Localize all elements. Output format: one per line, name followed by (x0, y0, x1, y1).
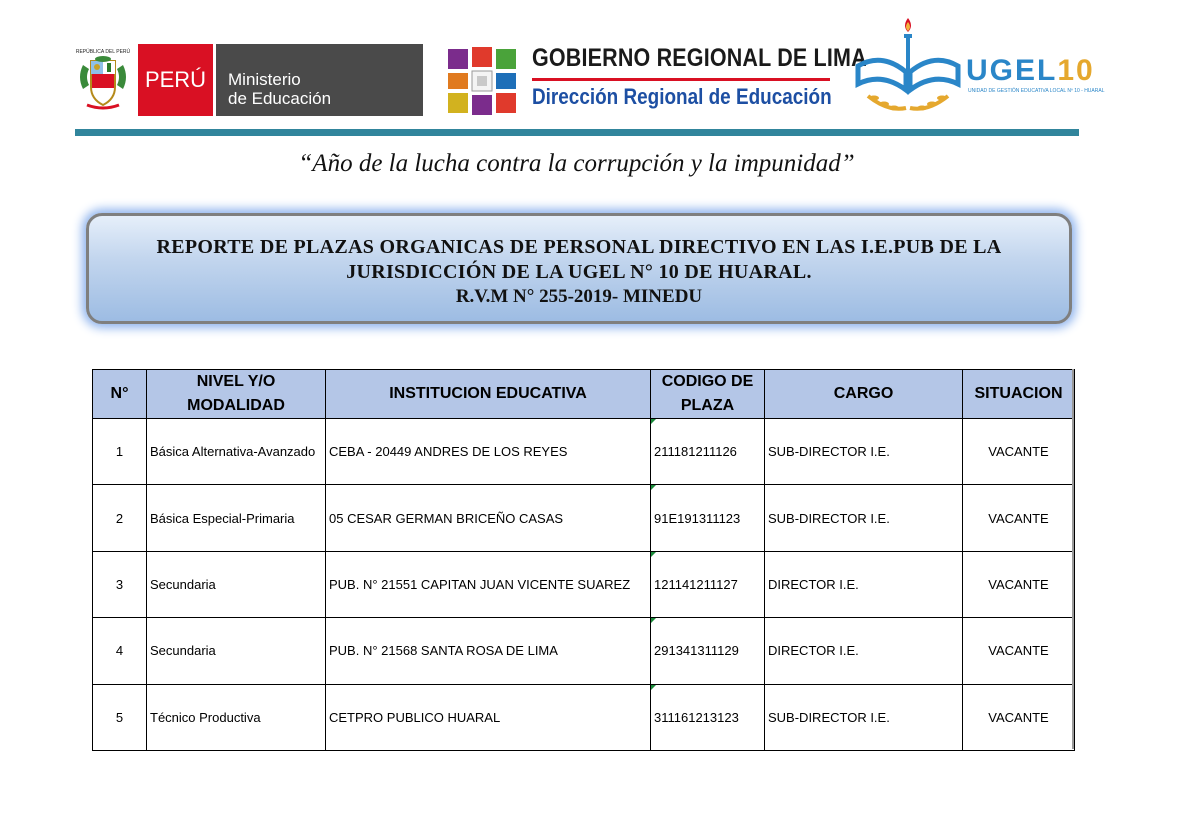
ugel-title-prefix: UGEL (966, 54, 1058, 87)
cell-institucion: CETPRO PUBLICO HUARAL (326, 684, 651, 750)
cell-codigo: 291341311129 (651, 618, 765, 684)
cell-nivel: Básica Alternativa-Avanzado (147, 419, 326, 485)
header-cargo: CARGO (765, 370, 963, 419)
gore-title: GOBIERNO REGIONAL DE LIMA (532, 44, 867, 72)
report-title-line-2: JURISDICCIÓN DE LA UGEL N° 10 DE HUARAL. (346, 261, 812, 283)
header-codigo-line-2: PLAZA (680, 397, 735, 414)
cell-codigo: 211181211126 (651, 419, 765, 485)
peru-coat-of-arms-icon (75, 47, 131, 113)
gore-divider (532, 78, 830, 81)
cell-nivel: Básica Especial-Primaria (147, 485, 326, 551)
cell-nivel: Secundaria (147, 618, 326, 684)
header-codigo (651, 370, 765, 419)
cell-codigo: 311161213123 (651, 684, 765, 750)
cell-institucion: CEBA - 20449 ANDRES DE LOS REYES (326, 419, 651, 485)
cell-codigo: 91E191311123 (651, 485, 765, 551)
ministry-line-1: Ministerio (228, 70, 301, 89)
cell-num: 3 (93, 551, 147, 617)
cell-institucion: 05 CESAR GERMAN BRICEÑO CASAS (326, 485, 651, 551)
header-institucion: INSTITUCION EDUCATIVA (326, 370, 651, 419)
table-row (93, 618, 1075, 684)
plazas-table (92, 369, 1075, 751)
table-row (93, 684, 1075, 750)
cell-cargo: DIRECTOR I.E. (765, 618, 963, 684)
cell-situacion: VACANTE (963, 618, 1075, 684)
header-divider-bar (75, 129, 1079, 136)
table-right-shadow (1072, 369, 1074, 749)
year-motto: “Año de la lucha contra la corrupción y la impunidad” (298, 150, 855, 177)
cell-institucion: PUB. N° 21551 CAPITAN JUAN VICENTE SUAREZ (326, 551, 651, 617)
cell-num: 2 (93, 485, 147, 551)
gobierno-regional-lima-logo-icon (446, 45, 518, 117)
ministry-label (216, 44, 423, 116)
table-row (93, 485, 1075, 551)
report-title-line-1: REPORTE DE PLAZAS ORGANICAS DE PERSONAL DIRECTIVO EN LAS I.E.PUB DE LA (156, 236, 1002, 258)
cell-num: 5 (93, 684, 147, 750)
report-title-line-3: R.V.M N° 255-2019- MINEDU (455, 286, 703, 307)
cell-nivel: Secundaria (147, 551, 326, 617)
ugel-title (966, 54, 1095, 88)
ministry-line-2: de Educación (228, 89, 332, 108)
cell-institucion: PUB. N° 21568 SANTA ROSA DE LIMA (326, 618, 651, 684)
header-num: N° (93, 370, 147, 419)
report-title-box (86, 213, 1072, 324)
header-codigo-line-1: CODIGO DE (661, 373, 754, 390)
cell-num: 4 (93, 618, 147, 684)
table-row (93, 419, 1075, 485)
cell-situacion: VACANTE (963, 551, 1075, 617)
cell-codigo: 121141211127 (651, 551, 765, 617)
header-nivel-line-2: MODALIDAD (187, 397, 285, 414)
header-nivel-line-1: NIVEL Y/O (196, 373, 276, 390)
gore-subtitle: Dirección Regional de Educación (532, 84, 832, 109)
ugel-title-number: 10 (1057, 54, 1095, 87)
shield-caption: REPÚBLICA DEL PERÚ (75, 49, 131, 55)
ugel-subtitle: UNIDAD DE GESTIÓN EDUCATIVA LOCAL Nº 10 - HUARAL (968, 88, 1105, 94)
cell-situacion: VACANTE (963, 419, 1075, 485)
cell-nivel: Técnico Productiva (147, 684, 326, 750)
table-row (93, 551, 1075, 617)
cell-cargo: SUB-DIRECTOR I.E. (765, 419, 963, 485)
peru-label: PERÚ (138, 44, 213, 116)
cell-num: 1 (93, 419, 147, 485)
cell-situacion: VACANTE (963, 684, 1075, 750)
header-nivel (147, 370, 326, 419)
cell-cargo: DIRECTOR I.E. (765, 551, 963, 617)
ugel10-book-torch-logo-icon (852, 12, 964, 120)
header-situacion: SITUACION (963, 370, 1075, 419)
cell-situacion: VACANTE (963, 485, 1075, 551)
cell-cargo: SUB-DIRECTOR I.E. (765, 485, 963, 551)
page-header (0, 0, 1200, 130)
table-header-row (93, 370, 1075, 419)
cell-cargo: SUB-DIRECTOR I.E. (765, 684, 963, 750)
